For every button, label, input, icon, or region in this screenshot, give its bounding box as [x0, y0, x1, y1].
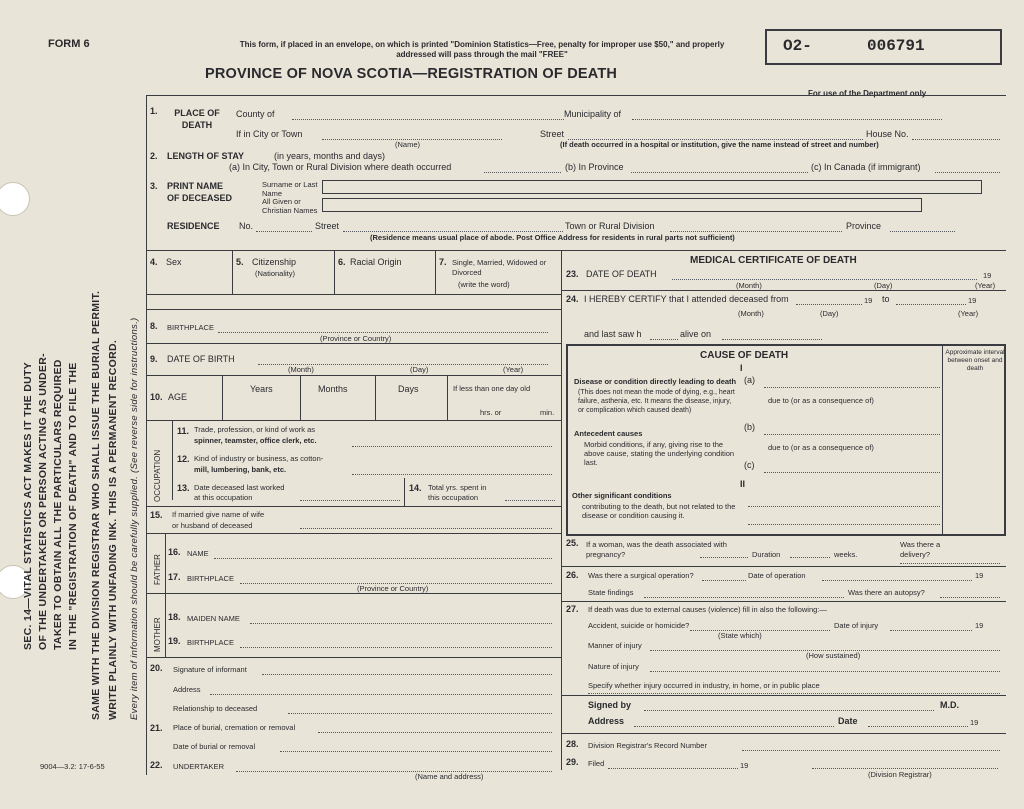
- frame-left: [146, 95, 147, 775]
- dept-use-label: For use of the Department only: [808, 89, 927, 98]
- residence-no-label: No.: [239, 221, 254, 231]
- binder-hole-top: [0, 182, 30, 216]
- item-7-number: 7.: [439, 257, 447, 267]
- occupation-side-label: OCCUPATION: [153, 449, 162, 502]
- min-label: min.: [540, 408, 555, 417]
- father-name-label: NAME: [187, 549, 209, 558]
- due-to-b-label: due to (or as a consequence of): [768, 443, 874, 452]
- industry-example: mill, lumbering, bank, etc.: [194, 465, 287, 474]
- death-day-sub: (Day): [874, 281, 893, 290]
- name-sublabel: (Name): [395, 140, 421, 149]
- frame-top: [146, 95, 1006, 96]
- or-husband-label: or husband of deceased: [172, 521, 253, 530]
- item-17-number: 17.: [168, 572, 181, 582]
- duration-label: Duration: [752, 550, 781, 559]
- due-to-a-label: due to (or as a consequence of): [768, 396, 874, 405]
- cause-b-marker: (b): [744, 422, 755, 432]
- death-year-sub: (Year): [975, 281, 996, 290]
- informant-label: Signature of informant: [173, 665, 247, 674]
- undertaker-label: UNDERTAKER: [173, 762, 224, 771]
- given-names-label: All Given or Christian Names: [262, 197, 318, 215]
- years-label: Years: [250, 384, 273, 394]
- postal-notice: This form, if placed in an envelope, on which is printed "Dominion Statistics—Free, penalty for improper use $50," and properly addressed will pass through the mail "FREE": [239, 40, 725, 59]
- mother-birthplace-label: BIRTHPLACE: [187, 638, 234, 647]
- father-birthplace-sub: (Province or Country): [357, 584, 429, 593]
- delivery-label: Was there a delivery?: [900, 540, 941, 559]
- mother-side-label: MOTHER: [153, 617, 162, 652]
- date-injury-label: Date of injury: [834, 621, 879, 630]
- industry-label: Kind of industry or business, as cotton-: [194, 454, 324, 463]
- item-22-number: 22.: [150, 760, 163, 770]
- item-27-number: 27.: [566, 604, 579, 614]
- surname-box: [322, 180, 982, 194]
- external-causes-label: If death was due to external causes (violence) fill in also the following:—: [588, 605, 827, 614]
- residence-street-label: Street: [315, 221, 340, 231]
- informant-address-label: Address: [173, 685, 201, 694]
- attend-year-sub: (Year): [958, 309, 979, 318]
- to-label: to: [882, 294, 890, 304]
- sex-label: Sex: [166, 257, 182, 267]
- div-reg-number-label: Division Registrar's Record Number: [588, 741, 707, 750]
- findings-label: State findings: [588, 588, 634, 597]
- nationality-label: (Nationality): [255, 269, 296, 278]
- house-no-label: House No.: [866, 129, 909, 139]
- cause-c-marker: (c): [744, 460, 755, 470]
- father-side-label: FATHER: [153, 554, 162, 585]
- cause-a-marker: (a): [744, 375, 755, 385]
- interval-label: Approximate interval between onset and death: [945, 349, 1005, 372]
- op-year-prefix: 19: [975, 571, 984, 580]
- item-13-number: 13.: [177, 483, 190, 493]
- place-of-death-label: PLACE OF DEATH: [174, 108, 220, 130]
- manner-label: Manner of injury: [588, 641, 642, 650]
- attend-month-sub: (Month): [738, 309, 764, 318]
- registration-number-box: [765, 29, 1002, 65]
- weeks-label: weeks.: [834, 550, 858, 559]
- morbid-note: Morbid conditions, if any, giving rise to the above cause, stating the underlying condition last.: [584, 440, 735, 467]
- dob-month-sub: (Month): [288, 365, 314, 374]
- print-name-label: PRINT NAME: [167, 181, 223, 191]
- death-month-sub: (Month): [736, 281, 762, 290]
- item-11-number: 11.: [177, 426, 190, 436]
- frame-mid: [146, 250, 1006, 251]
- side-instructions-4: IN THE "REGISTRATION OF DEATH" AND TO FILE THE: [67, 362, 79, 650]
- filed-label: Filed: [588, 759, 605, 768]
- form-title: PROVINCE OF NOVA SCOTIA—REGISTRATION OF DEATH: [205, 66, 618, 82]
- cause-roman-ii: II: [740, 479, 746, 489]
- cert-date-label: Date: [838, 716, 858, 726]
- div-registrar-label: (Division Registrar): [868, 770, 932, 779]
- birthplace-label: BIRTHPLACE: [167, 323, 214, 332]
- attend-day-sub: (Day): [820, 309, 839, 318]
- filed-year-prefix: 19: [740, 761, 749, 770]
- how-sustained-label: (How sustained): [806, 651, 861, 660]
- married-name-label: If married give name of wife: [172, 510, 265, 519]
- trade-example: spinner, teamster, office clerk, etc.: [194, 436, 317, 445]
- side-instructions-1: SEC. 14—VITAL STATISTICS ACT MAKES IT THE DUTY: [22, 362, 34, 650]
- birthplace-sublabel: (Province or Country): [320, 334, 392, 343]
- relationship-label: Relationship to deceased: [173, 704, 258, 713]
- item-2-number: 2.: [150, 151, 158, 161]
- item-10-number: 10.: [150, 392, 163, 402]
- other-conditions-label: Other significant conditions: [572, 491, 672, 500]
- surname-label: Surname or Last Name: [262, 180, 318, 198]
- province-label: Province: [846, 221, 882, 231]
- marital-label: Single, Married, Widowed or Divorced: [452, 258, 547, 277]
- months-label: Months: [318, 384, 348, 394]
- stay-canada-label: (c) In Canada (if immigrant): [811, 162, 921, 172]
- pregnancy-label: If a woman, was the death associated with pregnancy?: [586, 540, 727, 559]
- total-years-label: Total yrs. spent in: [428, 483, 487, 492]
- age-label: AGE: [168, 392, 188, 402]
- hrs-label: hrs. or: [480, 408, 502, 417]
- death-year-prefix: 19: [983, 271, 992, 280]
- disease-note: (This does not mean the mode of dying, e.g., heart failure, asthenia, etc. It means the disease, injury, or complication which caused death): [578, 389, 735, 414]
- item-25-number: 25.: [566, 538, 579, 548]
- alive-on-label: alive on: [680, 329, 712, 339]
- attend-from-year-prefix: 19: [864, 296, 873, 305]
- length-of-stay-label: LENGTH OF STAY: [167, 151, 245, 161]
- cert-year-prefix: 19: [970, 718, 979, 727]
- side-instructions-5: SAME WITH THE DIVISION REGISTRAR WHO SHALL ISSUE THE BURIAL PERMIT.: [90, 290, 102, 720]
- cause-title: CAUSE OF DEATH: [700, 350, 789, 361]
- residence-label: RESIDENCE: [167, 221, 220, 231]
- item-19-number: 19.: [168, 636, 181, 646]
- side-instructions-6: WRITE PLAINLY WITH UNFADING INK. THIS IS A PERMANENT RECORD.: [107, 339, 119, 720]
- autopsy-label: Was there an autopsy?: [848, 588, 925, 597]
- form-number: FORM 6: [48, 38, 90, 50]
- institution-note: (If death occurred in a hospital or institution, give the name instead of street and number): [560, 140, 879, 149]
- item-20-number: 20.: [150, 663, 163, 673]
- item-5-number: 5.: [236, 257, 244, 267]
- street-label: Street: [540, 129, 565, 139]
- municipality-label: Municipality of: [564, 109, 622, 119]
- item-26-number: 26.: [566, 570, 579, 580]
- father-birthplace-label: BIRTHPLACE: [187, 574, 234, 583]
- date-op-label: Date of operation: [748, 571, 806, 580]
- item-29-number: 29.: [566, 757, 579, 767]
- stay-detail-label: (in years, months and days): [274, 151, 386, 161]
- write-word-label: (write the word): [458, 280, 510, 289]
- town-rural-label: Town or Rural Division: [565, 221, 655, 231]
- md-label: M.D.: [940, 700, 959, 710]
- this-occupation-label: this occupation: [428, 493, 479, 502]
- side-instructions-7: Every item of information should be carefully supplied. (See reverse side for instructions.): [129, 317, 140, 720]
- accident-label: Accident, suicide or homicide?: [588, 621, 690, 630]
- racial-origin-label: Racial Origin: [350, 257, 402, 267]
- date-of-death-label: DATE OF DEATH: [586, 269, 657, 279]
- burial-date-label: Date of burial or removal: [173, 742, 256, 751]
- item-23-number: 23.: [566, 269, 579, 279]
- state-which-label: (State which): [718, 631, 762, 640]
- item-16-number: 16.: [168, 547, 181, 557]
- side-instructions-2: OF THE UNDERTAKER OR PERSON ACTING AS UNDER-: [37, 353, 49, 650]
- reg-number: 006791: [867, 37, 925, 55]
- physician-address-label: Address: [588, 716, 625, 726]
- last-seen-label: and last saw h: [584, 329, 642, 339]
- last-worked-label: Date deceased last worked: [194, 483, 285, 492]
- less-one-day-label: If less than one day old: [453, 384, 531, 393]
- item-24-number: 24.: [566, 294, 579, 304]
- item-21-number: 21.: [150, 723, 163, 733]
- item-15-number: 15.: [150, 510, 163, 520]
- at-occupation-label: at this occupation: [194, 493, 253, 502]
- dob-label: DATE OF BIRTH: [167, 354, 235, 364]
- item-18-number: 18.: [168, 612, 181, 622]
- item-8-number: 8.: [150, 321, 158, 331]
- frame-center: [561, 250, 562, 770]
- item-14-number: 14.: [409, 483, 422, 493]
- cause-roman-i: I: [740, 363, 743, 373]
- maiden-name-label: MAIDEN NAME: [187, 614, 240, 623]
- dob-day-sub: (Day): [410, 365, 429, 374]
- specify-place-label: Specify whether injury occurred in industry, in home, or in public place: [588, 681, 820, 690]
- medical-certificate-title: MEDICAL CERTIFICATE OF DEATH: [690, 255, 857, 266]
- undertaker-sub: (Name and address): [415, 772, 484, 781]
- footer-code: 9004—3.2: 17-6-55: [40, 762, 105, 771]
- item-3-number: 3.: [150, 181, 158, 191]
- days-label: Days: [398, 384, 419, 394]
- nature-label: Nature of injury: [588, 662, 639, 671]
- other-conditions-note: contributing to the death, but not related to the disease or condition causing it.: [582, 502, 736, 520]
- stay-city-label: (a) In City, Town or Rural Division where death occurred: [229, 162, 452, 172]
- residence-note: (Residence means usual place of abode. Post Office Address for residents in rural parts not sufficient): [370, 233, 735, 242]
- given-names-box: [322, 198, 922, 212]
- item-6-number: 6.: [338, 257, 346, 267]
- item-9-number: 9.: [150, 354, 158, 364]
- reg-prefix: O2-: [783, 37, 812, 55]
- citizenship-label: Citizenship: [252, 257, 297, 267]
- item-4-number: 4.: [150, 257, 158, 267]
- injury-year-prefix: 19: [975, 621, 984, 630]
- surgical-label: Was there a surgical operation?: [588, 571, 694, 580]
- burial-place-label: Place of burial, cremation or removal: [173, 723, 296, 732]
- certify-label: I HEREBY CERTIFY that I attended deceased from: [584, 294, 789, 304]
- disease-label: Disease or condition directly leading to death: [574, 377, 737, 386]
- item-1-number: 1.: [150, 106, 158, 116]
- of-deceased-label: OF DECEASED: [167, 193, 233, 203]
- dob-year-sub: (Year): [503, 365, 524, 374]
- item-12-number: 12.: [177, 454, 190, 464]
- city-town-label: If in City or Town: [236, 129, 303, 139]
- signed-by-label: Signed by: [588, 700, 632, 710]
- stay-province-label: (b) In Province: [565, 162, 624, 172]
- county-label: County of: [236, 109, 275, 119]
- item-28-number: 28.: [566, 739, 579, 749]
- antecedent-label: Antecedent causes: [574, 429, 643, 438]
- side-instructions-3: TAKER TO OBTAIN ALL THE PARTICULARS REQUIRED: [52, 359, 64, 650]
- trade-label: Trade, profession, or kind of work as: [194, 425, 316, 434]
- attend-to-year-prefix: 19: [968, 296, 977, 305]
